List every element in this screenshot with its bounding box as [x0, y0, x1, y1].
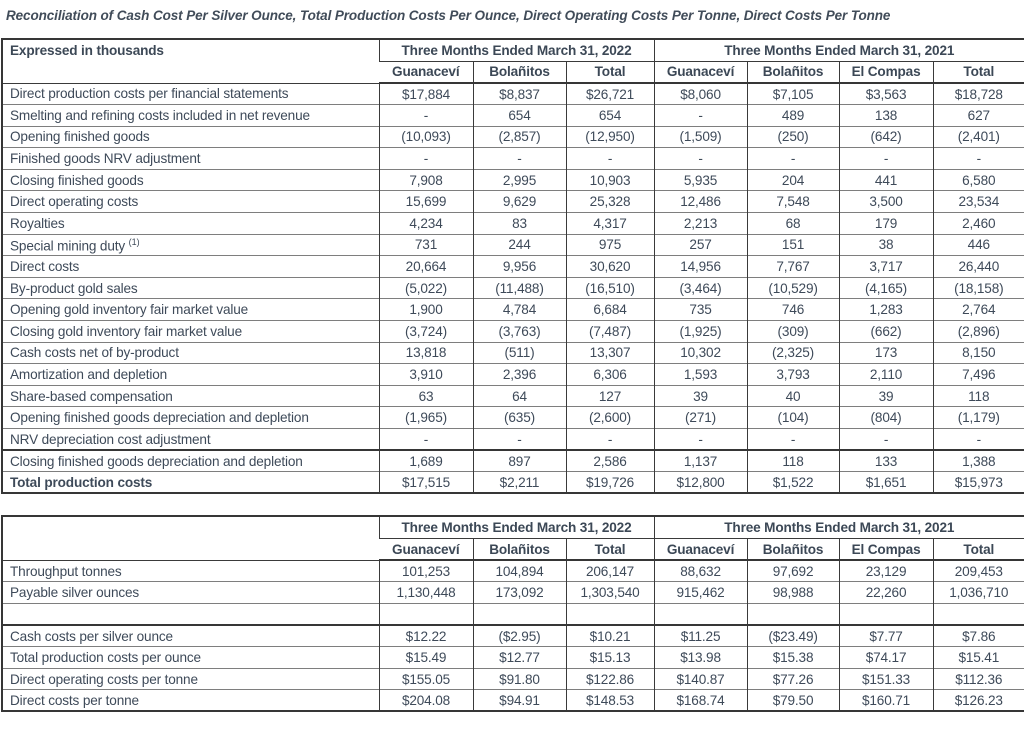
- table-row: [2, 603, 1024, 625]
- value-cell: $11.25: [654, 625, 747, 647]
- value-cell: 1,593: [654, 364, 747, 386]
- value-cell: $26,721: [566, 83, 654, 105]
- table-row: [2, 407, 1024, 429]
- value-cell: 1,130,448: [379, 582, 473, 604]
- row-label: Throughput tonnes: [2, 560, 379, 582]
- value-cell: $8,060: [654, 83, 747, 105]
- value-cell: $15.49: [379, 647, 473, 669]
- value-cell: (271): [654, 407, 747, 429]
- value-cell: 2,213: [654, 213, 747, 235]
- value-cell: 118: [747, 450, 839, 472]
- value-cell: (662): [839, 321, 933, 343]
- value-cell: (1,965): [379, 407, 473, 429]
- unit-cost-body: [2, 560, 1024, 711]
- value-cell: (104): [747, 407, 839, 429]
- col-header-bolanitos-2022: Bolañitos: [473, 61, 566, 83]
- value-cell: -: [566, 148, 654, 170]
- value-cell: -: [379, 429, 473, 451]
- page-title: Reconciliation of Cash Cost Per Silver Ounce, Total Production Costs Per Ounce, Direct Operating Costs Per Tonne, Direct Costs Per Tonne: [6, 8, 891, 23]
- value-cell: $15,973: [933, 472, 1024, 494]
- row-label: Total production costs: [2, 472, 379, 494]
- value-cell: 83: [473, 213, 566, 235]
- row-label: Closing gold inventory fair market value: [2, 321, 379, 343]
- period-2022-header: Three Months Ended March 31, 2022: [379, 516, 654, 538]
- value-cell: $2,211: [473, 472, 566, 494]
- value-cell: 4,784: [473, 299, 566, 321]
- value-cell: (3,464): [654, 277, 747, 299]
- value-cell: $10.21: [566, 625, 654, 647]
- value-cell: 22,260: [839, 582, 933, 604]
- value-cell: [566, 603, 654, 625]
- value-cell: 30,620: [566, 256, 654, 278]
- value-cell: $15.41: [933, 647, 1024, 669]
- value-cell: -: [839, 429, 933, 451]
- value-cell: 173: [839, 342, 933, 364]
- row-label: Opening gold inventory fair market value: [2, 299, 379, 321]
- value-cell: 6,684: [566, 299, 654, 321]
- row-label: Direct operating costs per tonne: [2, 668, 379, 690]
- value-cell: $160.71: [839, 690, 933, 712]
- table-row: [2, 668, 1024, 690]
- table-row: [2, 277, 1024, 299]
- value-cell: (11,488): [473, 277, 566, 299]
- value-cell: (3,724): [379, 321, 473, 343]
- value-cell: 118: [933, 385, 1024, 407]
- row-label: Finished goods NRV adjustment: [2, 148, 379, 170]
- value-cell: 98,988: [747, 582, 839, 604]
- value-cell: 40: [747, 385, 839, 407]
- table-row: [2, 647, 1024, 669]
- value-cell: $126.23: [933, 690, 1024, 712]
- table-row: [2, 169, 1024, 191]
- table-row: [2, 256, 1024, 278]
- value-cell: 64: [473, 385, 566, 407]
- value-cell: 3,793: [747, 364, 839, 386]
- value-cell: 173,092: [473, 582, 566, 604]
- cost-reconciliation-table: [1, 38, 1024, 494]
- value-cell: [473, 603, 566, 625]
- value-cell: 257: [654, 234, 747, 256]
- value-cell: $79.50: [747, 690, 839, 712]
- value-cell: $122.86: [566, 668, 654, 690]
- value-cell: 2,586: [566, 450, 654, 472]
- table-row: [2, 234, 1024, 256]
- table-row: [2, 690, 1024, 712]
- value-cell: -: [747, 148, 839, 170]
- value-cell: 2,460: [933, 213, 1024, 235]
- value-cell: 1,689: [379, 450, 473, 472]
- row-label: By-product gold sales: [2, 277, 379, 299]
- value-cell: 2,995: [473, 169, 566, 191]
- value-cell: [379, 603, 473, 625]
- value-cell: 897: [473, 450, 566, 472]
- table-row: [2, 472, 1024, 494]
- value-cell: -: [654, 429, 747, 451]
- col-header-elcompas-2021: El Compas: [839, 538, 933, 560]
- col-header-total-2022: Total: [566, 61, 654, 83]
- table-row: [2, 213, 1024, 235]
- value-cell: 10,302: [654, 342, 747, 364]
- value-cell: (511): [473, 342, 566, 364]
- table-row: [2, 299, 1024, 321]
- row-label: Payable silver ounces: [2, 582, 379, 604]
- value-cell: $1,522: [747, 472, 839, 494]
- value-cell: 1,303,540: [566, 582, 654, 604]
- value-cell: 20,664: [379, 256, 473, 278]
- value-cell: (2,325): [747, 342, 839, 364]
- row-label: Opening finished goods: [2, 126, 379, 148]
- value-cell: $17,515: [379, 472, 473, 494]
- col-header-total-2021: Total: [933, 538, 1024, 560]
- cost-reconciliation-body: [2, 83, 1024, 493]
- col-header-guanacevi-2022: Guanaceví: [379, 538, 473, 560]
- value-cell: (12,950): [566, 126, 654, 148]
- value-cell: 6,306: [566, 364, 654, 386]
- value-cell: $204.08: [379, 690, 473, 712]
- value-cell: (18,158): [933, 277, 1024, 299]
- value-cell: $15.13: [566, 647, 654, 669]
- col-header-elcompas-2021: El Compas: [839, 61, 933, 83]
- row-label: Closing finished goods: [2, 169, 379, 191]
- table-row: [2, 105, 1024, 127]
- row-label: Royalties: [2, 213, 379, 235]
- value-cell: $12,800: [654, 472, 747, 494]
- value-cell: [654, 603, 747, 625]
- table-row: [2, 191, 1024, 213]
- row-label: Amortization and depletion: [2, 364, 379, 386]
- value-cell: $15.38: [747, 647, 839, 669]
- col-header-total-2021: Total: [933, 61, 1024, 83]
- value-cell: -: [933, 148, 1024, 170]
- value-cell: 63: [379, 385, 473, 407]
- row-label: Direct production costs per financial statements: [2, 83, 379, 105]
- value-cell: 13,818: [379, 342, 473, 364]
- row-label: Direct costs per tonne: [2, 690, 379, 712]
- value-cell: -: [839, 148, 933, 170]
- row-label: Direct operating costs: [2, 191, 379, 213]
- value-cell: (642): [839, 126, 933, 148]
- value-cell: 101,253: [379, 560, 473, 582]
- value-cell: 39: [654, 385, 747, 407]
- value-cell: $8,837: [473, 83, 566, 105]
- value-cell: (10,529): [747, 277, 839, 299]
- table-row: [2, 385, 1024, 407]
- row-label: Opening finished goods depreciation and depletion: [2, 407, 379, 429]
- row-label: Share-based compensation: [2, 385, 379, 407]
- footnote-marker: (1): [128, 236, 140, 247]
- period-2021-header: Three Months Ended March 31, 2021: [654, 516, 1024, 538]
- value-cell: $12.22: [379, 625, 473, 647]
- value-cell: 88,632: [654, 560, 747, 582]
- period-header-row: [2, 39, 1024, 61]
- value-cell: 23,129: [839, 560, 933, 582]
- value-cell: $17,884: [379, 83, 473, 105]
- value-cell: (1,509): [654, 126, 747, 148]
- col-header-guanacevi-2022: Guanaceví: [379, 61, 473, 83]
- value-cell: 38: [839, 234, 933, 256]
- value-cell: (10,093): [379, 126, 473, 148]
- value-cell: 8,150: [933, 342, 1024, 364]
- table-row: [2, 429, 1024, 451]
- value-cell: 731: [379, 234, 473, 256]
- col-header-guanacevi-2021: Guanaceví: [654, 538, 747, 560]
- value-cell: $13.98: [654, 647, 747, 669]
- value-cell: $19,726: [566, 472, 654, 494]
- value-cell: 15,699: [379, 191, 473, 213]
- value-cell: $3,563: [839, 83, 933, 105]
- table-row: [2, 364, 1024, 386]
- value-cell: (16,510): [566, 277, 654, 299]
- value-cell: 4,234: [379, 213, 473, 235]
- value-cell: (2,896): [933, 321, 1024, 343]
- value-cell: 3,500: [839, 191, 933, 213]
- value-cell: 13,307: [566, 342, 654, 364]
- row-label: Special mining duty $^{(1)}$: [2, 234, 379, 256]
- value-cell: 68: [747, 213, 839, 235]
- table-row: [2, 625, 1024, 647]
- value-cell: $12.77: [473, 647, 566, 669]
- table-row: [2, 83, 1024, 105]
- value-cell: -: [379, 105, 473, 127]
- row-label: Total production costs per ounce: [2, 647, 379, 669]
- value-cell: 7,548: [747, 191, 839, 213]
- value-cell: $91.80: [473, 668, 566, 690]
- value-cell: 12,486: [654, 191, 747, 213]
- value-cell: (804): [839, 407, 933, 429]
- value-cell: $18,728: [933, 83, 1024, 105]
- row-label: Direct costs: [2, 256, 379, 278]
- value-cell: $74.17: [839, 647, 933, 669]
- value-cell: -: [654, 105, 747, 127]
- value-cell: 104,894: [473, 560, 566, 582]
- value-cell: 97,692: [747, 560, 839, 582]
- value-cell: $77.26: [747, 668, 839, 690]
- value-cell: ($23.49): [747, 625, 839, 647]
- value-cell: -: [933, 429, 1024, 451]
- table-row: [2, 126, 1024, 148]
- row-label: Cash costs net of by-product: [2, 342, 379, 364]
- value-cell: 441: [839, 169, 933, 191]
- value-cell: $7.86: [933, 625, 1024, 647]
- value-cell: 179: [839, 213, 933, 235]
- col-header-guanacevi-2021: Guanaceví: [654, 61, 747, 83]
- value-cell: 133: [839, 450, 933, 472]
- value-cell: 204: [747, 169, 839, 191]
- table-row: [2, 560, 1024, 582]
- value-cell: 9,629: [473, 191, 566, 213]
- value-cell: 3,717: [839, 256, 933, 278]
- value-cell: (7,487): [566, 321, 654, 343]
- value-cell: 915,462: [654, 582, 747, 604]
- value-cell: (2,401): [933, 126, 1024, 148]
- value-cell: 7,496: [933, 364, 1024, 386]
- table-row: [2, 450, 1024, 472]
- value-cell: $94.91: [473, 690, 566, 712]
- col-header-bolanitos-2021: Bolañitos: [747, 538, 839, 560]
- value-cell: (2,857): [473, 126, 566, 148]
- value-cell: $151.33: [839, 668, 933, 690]
- period-header-row: [2, 516, 1024, 538]
- value-cell: $7,105: [747, 83, 839, 105]
- value-cell: 5,935: [654, 169, 747, 191]
- value-cell: (635): [473, 407, 566, 429]
- value-cell: -: [473, 148, 566, 170]
- value-cell: 244: [473, 234, 566, 256]
- value-cell: 39: [839, 385, 933, 407]
- value-cell: 25,328: [566, 191, 654, 213]
- value-cell: $1,651: [839, 472, 933, 494]
- value-cell: 1,900: [379, 299, 473, 321]
- value-cell: $168.74: [654, 690, 747, 712]
- value-cell: 3,910: [379, 364, 473, 386]
- value-cell: 151: [747, 234, 839, 256]
- value-cell: 1,283: [839, 299, 933, 321]
- value-cell: [839, 603, 933, 625]
- table-row: [2, 582, 1024, 604]
- col-header-bolanitos-2021: Bolañitos: [747, 61, 839, 83]
- value-cell: 627: [933, 105, 1024, 127]
- value-cell: -: [654, 148, 747, 170]
- value-cell: [933, 603, 1024, 625]
- value-cell: -: [747, 429, 839, 451]
- col-header-bolanitos-2022: Bolañitos: [473, 538, 566, 560]
- period-2021-header: Three Months Ended March 31, 2021: [654, 39, 1024, 61]
- value-cell: 1,137: [654, 450, 747, 472]
- value-cell: 6,580: [933, 169, 1024, 191]
- value-cell: 10,903: [566, 169, 654, 191]
- value-cell: (250): [747, 126, 839, 148]
- value-cell: -: [566, 429, 654, 451]
- row-label: Closing finished goods depreciation and depletion: [2, 450, 379, 472]
- value-cell: (309): [747, 321, 839, 343]
- corner-header-expressed-in-thousands: Expressed in thousands: [2, 39, 379, 83]
- value-cell: 2,396: [473, 364, 566, 386]
- unit-cost-table: [1, 515, 1024, 712]
- value-cell: $148.53: [566, 690, 654, 712]
- corner-header-empty: [2, 516, 379, 560]
- value-cell: 209,453: [933, 560, 1024, 582]
- value-cell: (5,022): [379, 277, 473, 299]
- value-cell: (4,165): [839, 277, 933, 299]
- row-label: NRV depreciation cost adjustment: [2, 429, 379, 451]
- value-cell: 127: [566, 385, 654, 407]
- value-cell: $112.36: [933, 668, 1024, 690]
- value-cell: $7.77: [839, 625, 933, 647]
- value-cell: 654: [473, 105, 566, 127]
- value-cell: (1,179): [933, 407, 1024, 429]
- value-cell: 7,908: [379, 169, 473, 191]
- table-row: [2, 342, 1024, 364]
- row-label: Smelting and refining costs included in net revenue: [2, 105, 379, 127]
- value-cell: (2,600): [566, 407, 654, 429]
- value-cell: 489: [747, 105, 839, 127]
- value-cell: 14,956: [654, 256, 747, 278]
- value-cell: 2,764: [933, 299, 1024, 321]
- value-cell: 26,440: [933, 256, 1024, 278]
- value-cell: 975: [566, 234, 654, 256]
- value-cell: 138: [839, 105, 933, 127]
- value-cell: (3,763): [473, 321, 566, 343]
- value-cell: $155.05: [379, 668, 473, 690]
- value-cell: 446: [933, 234, 1024, 256]
- period-2022-header: Three Months Ended March 31, 2022: [379, 39, 654, 61]
- value-cell: 4,317: [566, 213, 654, 235]
- value-cell: 206,147: [566, 560, 654, 582]
- row-label: Cash costs per silver ounce: [2, 625, 379, 647]
- value-cell: -: [379, 148, 473, 170]
- table-row: [2, 148, 1024, 170]
- value-cell: 735: [654, 299, 747, 321]
- value-cell: 23,534: [933, 191, 1024, 213]
- value-cell: [747, 603, 839, 625]
- value-cell: 7,767: [747, 256, 839, 278]
- table-row: [2, 321, 1024, 343]
- value-cell: -: [473, 429, 566, 451]
- value-cell: 654: [566, 105, 654, 127]
- value-cell: ($2.95): [473, 625, 566, 647]
- col-header-total-2022: Total: [566, 538, 654, 560]
- value-cell: 746: [747, 299, 839, 321]
- row-label: [2, 603, 379, 625]
- value-cell: 9,956: [473, 256, 566, 278]
- value-cell: 2,110: [839, 364, 933, 386]
- value-cell: 1,036,710: [933, 582, 1024, 604]
- value-cell: 1,388: [933, 450, 1024, 472]
- value-cell: $140.87: [654, 668, 747, 690]
- value-cell: (1,925): [654, 321, 747, 343]
